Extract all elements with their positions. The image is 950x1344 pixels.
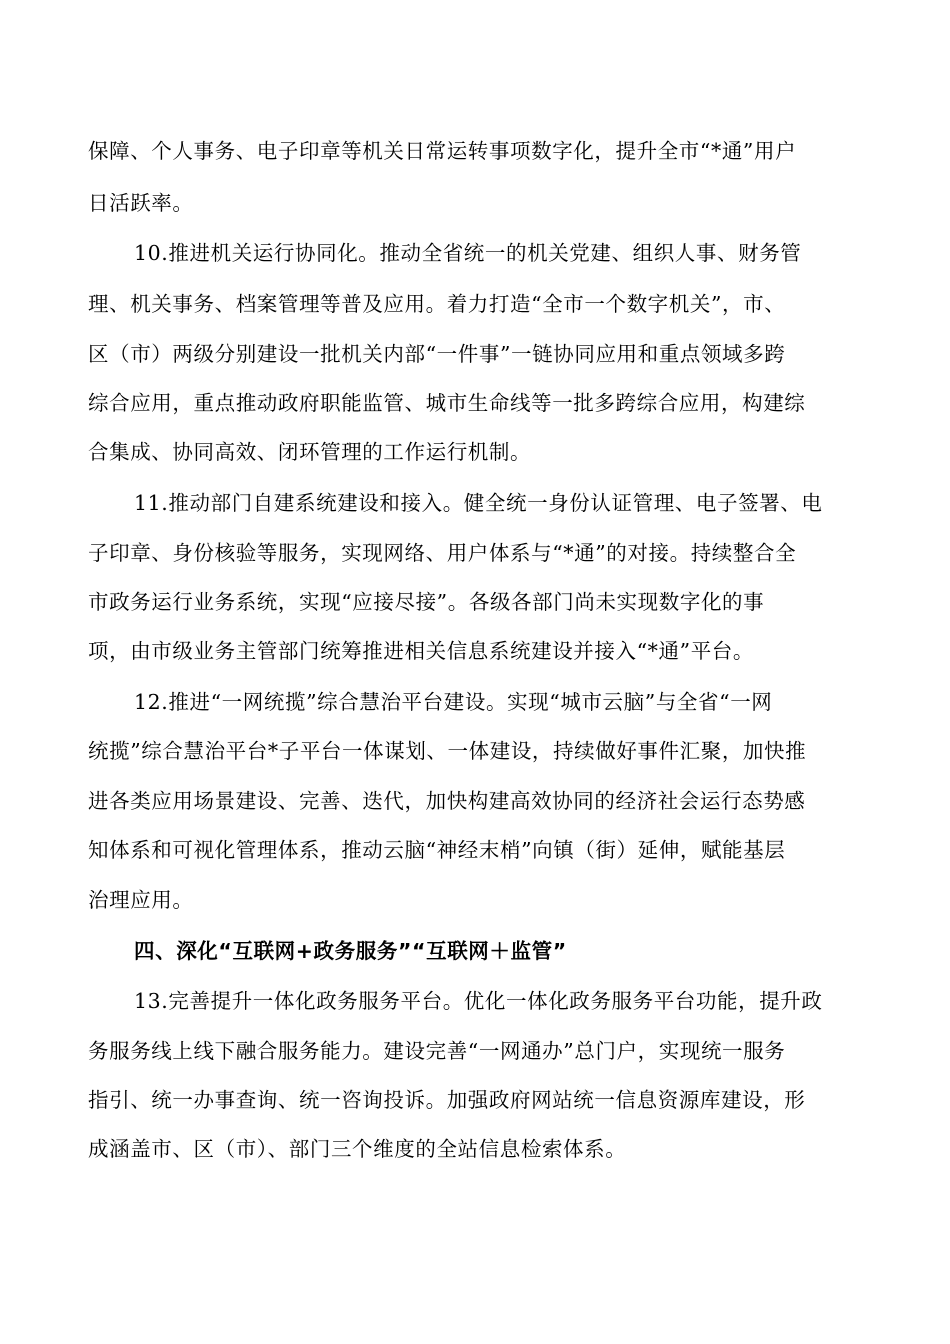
text-line: 综合应用，重点推动政府职能监管、城市生命线等一批多跨综合应用，构建综 [88, 391, 806, 415]
text-line: 市政务运行业务系统，实现“应接尽接”。各级各部门尚未实现数字化的事 [88, 590, 765, 614]
paragraph-12-heading-line: 12.推进“一网统揽”综合慧治平台建设。实现“城市云脑”与全省“一网 [134, 690, 773, 714]
text-line: 区（市）两级分别建设一批机关内部“一件事”一链协同应用和重点领域多跨 [88, 342, 786, 366]
text-line: 日活跃率。 [88, 191, 194, 215]
text-line: 进各类应用场景建设、完善、迭代，加快构建高效协同的经济社会运行态势感 [88, 789, 806, 813]
text-line: 理、机关事务、档案管理等普及应用。着力打造“全市一个数字机关”，市、 [88, 292, 786, 316]
paragraph-11-heading-line: 11.推动部门自建系统建设和接入。健全统一身份认证管理、电子签署、电 [134, 491, 823, 515]
paragraph-10-heading-line: 10.推进机关运行协同化。推动全省统一的机关党建、组织人事、财务管 [134, 241, 802, 265]
text-line: 合集成、协同高效、闭环管理的工作运行机制。 [88, 440, 532, 464]
text-line: 知体系和可视化管理体系，推动云脑“神经末梢”向镇（街）延伸，赋能基层 [88, 838, 786, 862]
section-heading: 四、深化“互联网+政务服务”“互联网＋监管” [134, 939, 567, 963]
text-line: 成涵盖市、区（市）、部门三个维度的全站信息检索体系。 [88, 1137, 627, 1161]
paragraph-13-heading-line: 13.完善提升一体化政务服务平台。优化一体化政务服务平台功能，提升政 [134, 989, 823, 1013]
text-line: 子印章、身份核验等服务，实现网络、用户体系与“*通”的对接。持续整合全 [88, 541, 797, 565]
text-line: 统揽”综合慧治平台*子平台一体谋划、一体建设，持续做好事件汇聚，加快推 [88, 739, 807, 763]
text-line: 治理应用。 [88, 888, 194, 912]
text-line: 务服务线上线下融合服务能力。建设完善“一网通办”总门户，实现统一服务 [88, 1039, 786, 1063]
text-line: 项，由市级业务主管部门统筹推进相关信息系统建设并接入“*通”平台。 [88, 639, 755, 663]
text-line: 保障、个人事务、电子印章等机关日常运转事项数字化，提升全市“*通”用户 [88, 139, 797, 163]
text-line: 指引、统一办事查询、统一咨询投诉。加强政府网站统一信息资源库建设，形 [88, 1088, 806, 1112]
